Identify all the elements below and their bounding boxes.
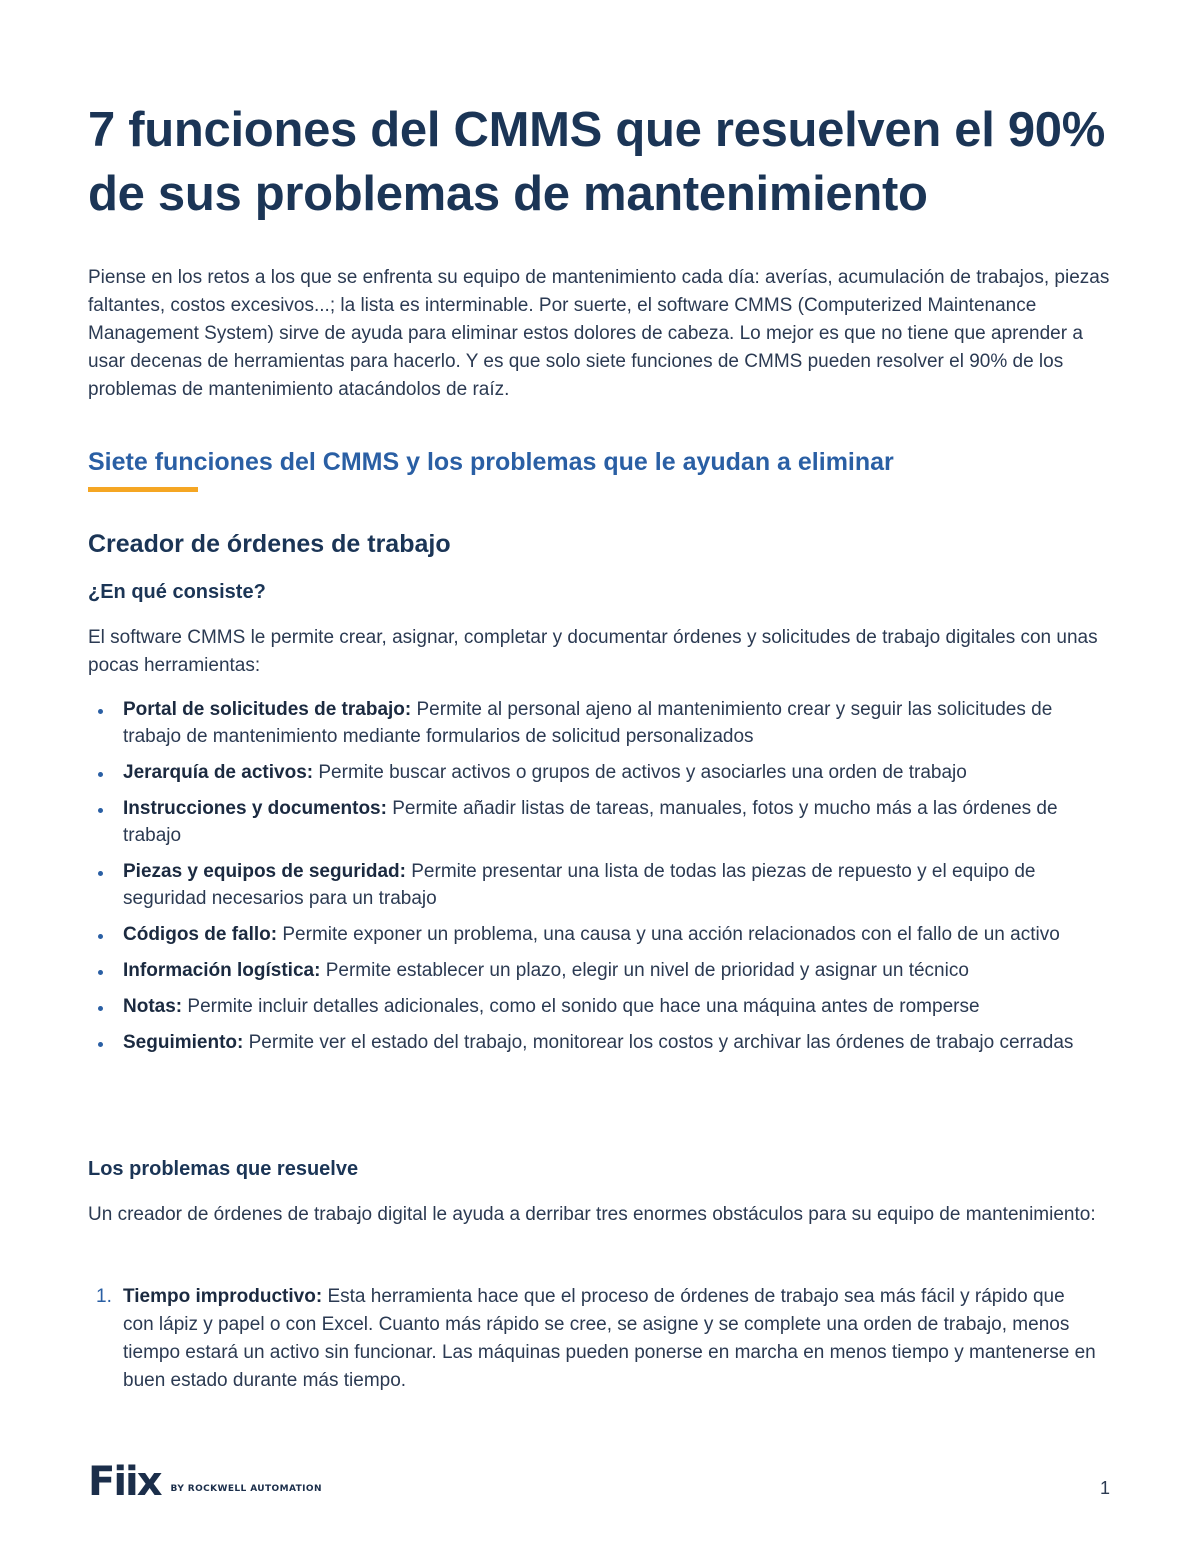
section-heading: Siete funciones del CMMS y los problemas que le ayudan a eliminar <box>88 448 894 476</box>
list-item: Jerarquía de activos: Permite buscar activos o grupos de activos y asociarles una orden de trabajo <box>88 759 1088 786</box>
bullet-icon <box>98 808 103 813</box>
fiix-logo: Fiix <box>88 1459 161 1505</box>
page-title: 7 funciones del CMMS que resuelven el 90% de sus problemas de mantenimiento <box>88 103 1106 221</box>
bullet-icon <box>98 1042 103 1047</box>
list-item: Piezas y equipos de seguridad: Permite presentar una lista de todas las piezas de repuesto y el equipo de seguridad necesarios para un trabajo <box>88 858 1088 912</box>
problems-paragraph: Un creador de órdenes de trabajo digital le ayuda a derribar tres enormes obstáculos para su equipo de mantenimiento: <box>88 1204 1096 1225</box>
accent-rule <box>88 487 198 492</box>
bullet-icon <box>98 772 103 777</box>
what-heading: ¿En qué consiste? <box>88 581 266 603</box>
list-item: Portal de solicitudes de trabajo: Permite al personal ajeno al mantenimiento crear y seguir las solicitudes de trabajo de mantenimiento mediante formularios de solicitud personalizados <box>88 696 1088 750</box>
subsection-heading: Creador de órdenes de trabajo <box>88 530 451 558</box>
list-item: Instrucciones y documentos: Permite añadir listas de tareas, manuales, fotos y mucho más a las órdenes de trabajo <box>88 795 1088 849</box>
intro-paragraph: Piense en los retos a los que se enfrenta su equipo de mantenimiento cada día: averías, acumulación de trabajos, piezas faltantes, costos excesivos...; la lista es interminable. Por suerte, el software CMMS (Computerized Maintenance Management System) sirve de ayuda para eliminar estos dolores de cabeza. Lo mejor es que no tiene que aprender a usar decenas de herramientas para hacerlo. Y es que solo siete funciones de CMMS pueden resolver el 90% de los problemas de mantenimiento atacándolos de raíz. <box>88 267 1110 400</box>
problems-heading: Los problemas que resuelve <box>88 1158 359 1180</box>
bullet-icon <box>98 709 103 714</box>
list-item: Códigos de fallo: Permite exponer un problema, una causa y una acción relacionados con el fallo de un activo <box>88 921 1088 948</box>
bullet-icon <box>98 934 103 939</box>
bullet-icon <box>98 1006 103 1011</box>
footer-logo <box>88 1459 322 1505</box>
features-list <box>88 696 1088 1065</box>
list-item: Notas: Permite incluir detalles adicionales, como el sonido que hace una máquina antes de romperse <box>88 993 1088 1020</box>
list-item: Información logística: Permite establecer un plazo, elegir un nivel de prioridad y asignar un técnico <box>88 957 1088 984</box>
what-paragraph: El software CMMS le permite crear, asignar, completar y documentar órdenes y solicitudes de trabajo digitales con unas pocas herramientas: <box>88 627 1098 676</box>
logo-tagline: BY ROCKWELL AUTOMATION <box>170 1484 322 1494</box>
bullet-icon <box>98 970 103 975</box>
list-item: Seguimiento: Permite ver el estado del trabajo, monitorear los costos y archivar las órdenes de trabajo cerradas <box>88 1029 1088 1056</box>
page-number: 1 <box>1100 1478 1111 1498</box>
bullet-icon <box>98 871 103 876</box>
list-item: 1. Tiempo improductivo: Esta herramienta hace que el proceso de órdenes de trabajo sea más fácil y rápido que con lápiz y papel o con Excel. Cuanto más rápido se cree, se asigne y se complete una orden de trabajo, menos tiempo estará un activo sin funcionar. Las máquinas pueden ponerse en marcha en menos tiempo y mantenerse en buen estado durante más tiempo. <box>96 1286 1096 1391</box>
problems-list <box>88 1283 1098 1395</box>
